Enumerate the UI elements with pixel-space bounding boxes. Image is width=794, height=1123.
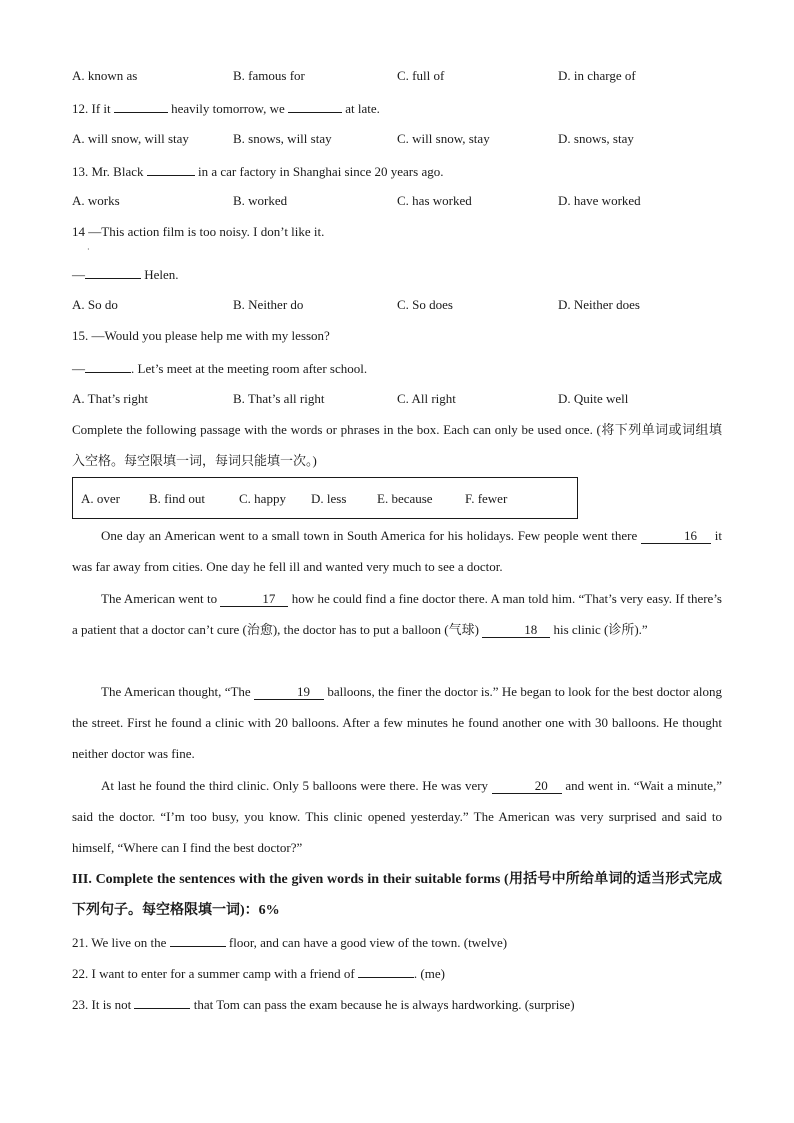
- q12-option-c: C. will snow, stay: [397, 131, 490, 146]
- q14-answer-text: Helen.: [141, 267, 179, 282]
- q12-blank-1[interactable]: [114, 99, 168, 113]
- p2-text-a: The American went to: [101, 591, 218, 606]
- q15-answer-line: [72, 359, 367, 377]
- q14-question: 14 —This action film is too noisy. I don’t like it.: [72, 224, 325, 239]
- word-box-item-d: D. less: [311, 491, 347, 506]
- q12-options: [72, 131, 732, 147]
- q15-dash: —: [72, 361, 85, 376]
- q11-options: [72, 68, 732, 84]
- q13-option-b: B. worked: [233, 193, 288, 208]
- passage-instruction: Complete the following passage with the words or phrases in the box. Each can only be used once. (将下列单词或词组填入空格。每空限填一词，每词只能填一次。): [72, 422, 722, 468]
- blank-18[interactable]: 18: [482, 622, 550, 638]
- q15-answer-text: . Let’s meet at the meeting room after school.: [131, 361, 368, 376]
- q11-option-b: B. famous for: [233, 68, 305, 83]
- passage-paragraph-1: [72, 520, 722, 582]
- q21-prefix: 21. We live on the: [72, 935, 167, 950]
- q15-blank[interactable]: [85, 359, 131, 373]
- p2-text-c: his clinic (诊所).”: [553, 622, 648, 637]
- q13-option-a: A. works: [72, 193, 120, 208]
- q22-blank[interactable]: [358, 964, 414, 978]
- passage-paragraph-2: [72, 583, 722, 645]
- p1-text-b: it was far away from cities. One day he fell ill and wanted very much to see a doctor.: [72, 528, 723, 574]
- q21-question: [72, 933, 507, 951]
- q14-blank[interactable]: [85, 265, 141, 279]
- q13-options: [72, 193, 732, 209]
- q12-option-b: B. snows, will stay: [233, 131, 332, 146]
- q14-option-a: A. So do: [72, 297, 118, 312]
- p3-text-a: The American thought, “The: [101, 684, 251, 699]
- q12-option-d: D. snows, stay: [558, 131, 634, 146]
- q23-suffix: that Tom can pass the exam because he is always hardworking. (surprise): [193, 997, 575, 1012]
- passage-paragraph-4: [72, 770, 722, 863]
- p4-text-b: and went in. “Wait a minute,” said the doctor. “I’m too busy, you know. This clinic opened yesterday.” The American was very surprised and said to himself, “Where can I find the best doctor?”: [72, 778, 723, 855]
- q14-option-b: B. Neither do: [233, 297, 304, 312]
- q12-blank-2[interactable]: [288, 99, 342, 113]
- q15-option-c: C. All right: [397, 391, 456, 406]
- q22-question: [72, 964, 445, 982]
- q23-prefix: 23. It is not: [72, 997, 132, 1012]
- q15-question: 15. —Would you please help me with my lesson?: [72, 328, 330, 343]
- q12-suffix: at late.: [345, 101, 380, 116]
- q14-options: [72, 297, 732, 313]
- q21-blank[interactable]: [170, 933, 226, 947]
- q23-question: [72, 995, 575, 1013]
- q12-prefix: 12. If it: [72, 101, 111, 116]
- q15-option-a: A. That’s right: [72, 391, 148, 406]
- q12-option-a: A. will snow, will stay: [72, 131, 189, 146]
- p2-text-b: how he could find a fine doctor there. A man told him. “That’s very easy. If there’s a patient that a doctor can’t cure (治愈), the doctor has to put a balloon (气球): [72, 591, 722, 637]
- word-box-item-b: B. find out: [149, 491, 205, 506]
- q22-prefix: 22. I want to enter for a summer camp with a friend of: [72, 966, 355, 981]
- q13-suffix: in a car factory in Shanghai since 20 years ago.: [198, 164, 444, 179]
- word-box-item-e: E. because: [377, 491, 433, 506]
- q13-option-d: D. have worked: [558, 193, 641, 208]
- q11-option-d: D. in charge of: [558, 68, 636, 83]
- q15-options: [72, 391, 732, 407]
- q13-question: [72, 162, 443, 180]
- q13-option-c: C. has worked: [397, 193, 472, 208]
- q15-option-d: D. Quite well: [558, 391, 629, 406]
- word-box-item-a: A. over: [81, 491, 120, 506]
- word-box-item-f: F. fewer: [465, 491, 508, 506]
- q22-suffix: . (me): [413, 966, 445, 981]
- p4-text-a: At last he found the third clinic. Only 5 balloons were there. He was very: [101, 778, 489, 793]
- blank-20[interactable]: 20: [492, 778, 562, 794]
- q11-option-c: C. full of: [397, 68, 445, 83]
- q14-option-c: C. So does: [397, 297, 453, 312]
- word-box: [72, 477, 578, 519]
- blank-17[interactable]: 17: [220, 591, 288, 607]
- word-box-item-c: C. happy: [239, 491, 286, 506]
- q14-dash: —: [72, 267, 85, 282]
- p1-text-a: One day an American went to a small town in South America for his holidays. Few people went there: [101, 528, 638, 543]
- q13-blank[interactable]: [147, 162, 195, 176]
- passage-paragraph-3: [72, 676, 722, 769]
- q13-prefix: 13. Mr. Black: [72, 164, 144, 179]
- blank-19[interactable]: 19: [254, 684, 324, 700]
- q21-suffix: floor, and can have a good view of the town. (twelve): [228, 935, 508, 950]
- section-3-heading: III. Complete the sentences with the given words in their suitable forms (用括号中所给单词的适当形式完成下列句子。每空格限填一词)：6%: [72, 872, 722, 918]
- blank-16[interactable]: 16: [641, 528, 711, 544]
- q12-question: [72, 99, 380, 117]
- q23-blank[interactable]: [134, 995, 190, 1009]
- q14-answer-line: [72, 265, 179, 283]
- q11-option-a: A. known as: [72, 68, 138, 83]
- q15-option-b: B. That’s all right: [233, 391, 325, 406]
- q12-mid: heavily tomorrow, we: [171, 101, 285, 116]
- q14-dot: ·: [87, 245, 90, 254]
- p3-text-b: balloons, the finer the doctor is.” He began to look for the best doctor along the street. First he found a clinic with 20 balloons. After a few minutes he found another one with 30 balloons. He thought neither doctor was fine.: [72, 684, 723, 761]
- q14-option-d: D. Neither does: [558, 297, 640, 312]
